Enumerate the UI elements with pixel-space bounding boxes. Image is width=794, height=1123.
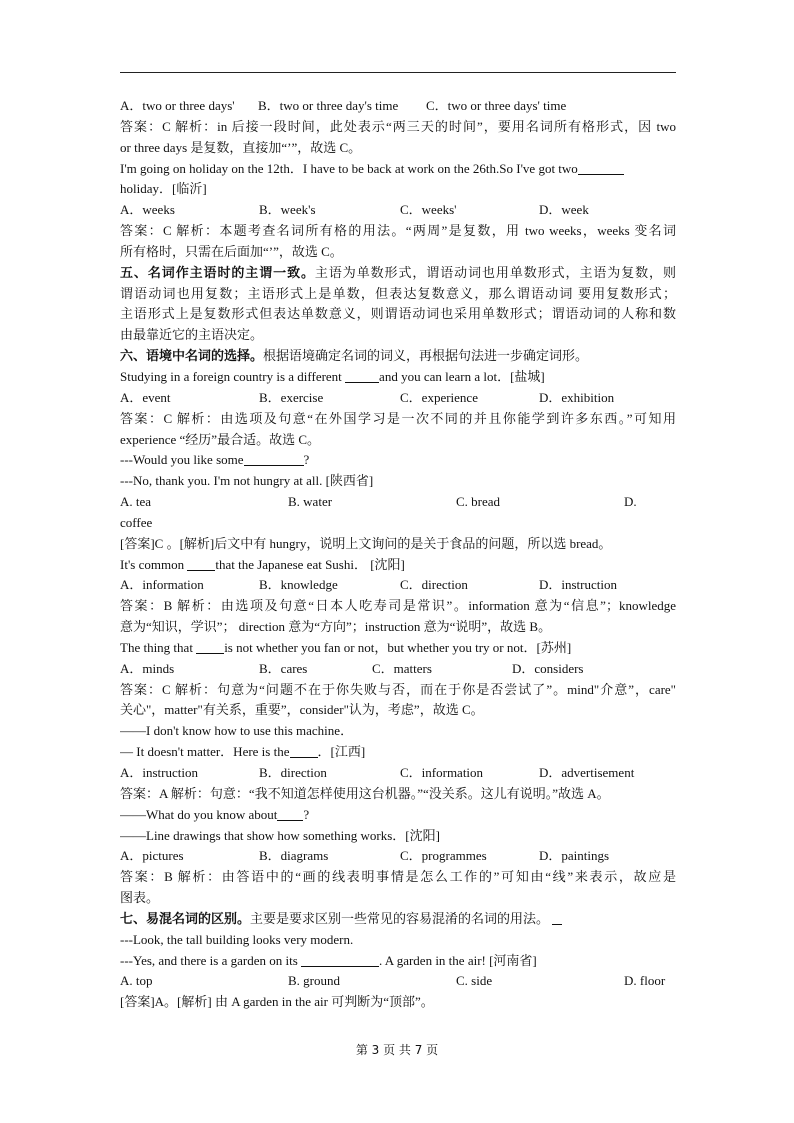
options-row [120,846,676,867]
question-stem: ---No, thank you. I'm not hungry at all. [陕西省] [120,473,374,489]
option-b: B. water [288,494,333,510]
option-d: D．instruction [539,577,617,593]
section-text: 主语形式上是复数形式但表达单数意义，则谓语动词也采用单数形式；谓语动词的人称和数 [120,306,676,322]
answer-blank [244,452,304,466]
answer-line: 图表。 [120,890,160,906]
answer-line: [答案]C 。[解析]后文中有 hungry，说明上文询问的是关于食品的问题，所以选 bread。 [120,535,612,551]
option-b: B．week's [259,202,316,218]
option-d: D．advertisement [539,765,635,780]
option-a: A．event [120,389,171,405]
option-b: B．cares [259,660,308,676]
option-a: A．information [120,577,204,593]
section-text: 谓语动词也用复数；主语形式上是单数，但表达复数意义，那么谓语动词 要用复数形式； [120,285,676,301]
question-stem: ---Yes, and there is a garden on its . A garden in the air! [河南省] [120,952,537,968]
option-d: D．considers [512,660,584,676]
options-row [120,96,676,117]
question-stem: ---Look, the tall building looks very modern. [120,931,354,947]
answer-blank [277,807,303,821]
question-stem: ---Would you like some ? [120,452,310,468]
option-c: C．experience [400,389,478,405]
section-heading: 五、名词作主语时的主谓一致。主语为单数形式，谓语动词也用单数形式，主语为复数，则 [120,264,676,280]
option-a: A．two or three days' [120,98,235,113]
question-stem: It's common that the Japanese eat Sushi． [沈阳] [120,556,405,572]
section-title: 六、语境中名词的选择。 [120,348,264,364]
options-row [120,763,676,784]
option-a: A. top [120,973,153,989]
option-d: D．paintings [539,848,610,864]
answer-line: experience “经历”最合适。故选 C。 [120,431,321,447]
option-b: B．exercise [259,389,324,405]
option-c: C．information [400,765,484,780]
question-stem: I'm going on holiday on the 12th．I have to be back at work on the 26th.So I've got two [120,159,676,180]
answer-line: 所有格时，只需在后面加“’”，故选 C。 [120,243,343,259]
option-d: D．week [539,202,589,218]
answer-line: or three days 是复数，直接加“’”，故选 C。 [120,139,362,155]
answer-blank [552,911,562,925]
option-c: C．weeks' [400,202,457,218]
options-row [120,971,676,992]
answer-line: [答案]A。[解析] 由 A garden in the air 可判断为“顶部”。 [120,994,434,1010]
answer-blank [345,369,379,383]
option-c: C．matters [372,660,432,676]
option-b: B．diagrams [259,848,329,864]
question-stem: ——What do you know about ? [120,806,310,822]
option-c: C．two or three days' time [426,98,567,113]
page-number: 第 3 页 共 7 页 [355,1043,439,1057]
options-row [120,388,676,409]
question-stem: holiday．[临沂] [120,181,207,197]
question-stem: — It doesn't matter．Here is the ．[江西] [120,744,366,760]
option-d: D．exhibition [539,389,615,405]
option-a: A．instruction [120,765,198,780]
option-b: B．knowledge [259,577,338,593]
question-stem: ——I don't know how to use this machine． [120,723,354,739]
answer-blank [196,640,224,654]
section-text: 由最靠近它的主语决定。 [120,327,264,343]
answer-blank [578,161,624,175]
section-title: 七、易混名词的区别。 [120,910,251,926]
page-content [120,96,676,1013]
options-row [120,492,676,513]
option-d: D. [624,494,637,510]
answer-line: 答案：C 解析：由选项及句意“在外国学习是一次不同的并且你能学到许多东西。”可知用 [120,410,676,426]
option-a: A．pictures [120,848,184,864]
option-b: B．direction [259,765,327,780]
options-row [120,200,676,221]
question-stem: The thing that is not whether you fan or not，but whether you try or not．[苏州] [120,639,572,655]
option-a: A. tea [120,494,152,510]
option-continued: coffee [120,514,153,530]
option-b: B. ground [288,973,340,989]
option-d: D. floor [624,973,666,989]
answer-blank [301,953,379,967]
option-c: C. side [456,973,493,989]
answer-line: 答案：C 解析：句意为“问题不在于你失败与否，而在于你是否尝试了”。mind"介意”，care" [120,681,676,697]
answer-line: 答案：C 解析：in 后接一段时间，此处表示“两三天的时间”，要用名词所有格形式，因 two [120,118,676,134]
option-a: A．weeks [120,202,175,218]
option-b: B．two or three day's time [258,98,399,113]
option-c: C．programmes [400,848,487,864]
option-c: C. bread [456,494,501,510]
answer-line: 答案：B 解析：由答语中的“画的线表明事情是怎么工作的”可知由“线”来表示，故应是 [120,869,676,885]
answer-line: 答案：A 解析：句意：“我不知道怎样使用这台机器。”“没关系。这儿有说明。”故选 A。 [120,785,610,801]
options-row [120,575,676,596]
question-stem: ——Line drawings that show how something works．[沈阳] [120,827,440,843]
answer-line: 意为“知识，学识”； direction 意为“方向”；instruction 意为“说明”，故选 B。 [120,619,552,635]
answer-blank [290,744,318,758]
answer-line: 关心"，matter"有关系，重要”，consider"认为，考虑”，故选 C。 [120,702,484,718]
option-a: A．minds [120,660,175,676]
answer-line: 答案：C 解析：本题考查名词所有格的用法。“两周”是复数，用 two weeks，weeks 变名词 [120,223,676,239]
answer-line: 答案：B 解析：由选项及句意“日本人吃寿司是常识”。information 意为“信息”；knowledge [120,598,676,614]
question-stem: Studying in a foreign country is a different and you can learn a lot．[盐城] [120,368,545,384]
section-heading: 七、易混名词的区别。主要是要求区别一些常见的容易混淆的名词的用法。 [120,909,676,930]
options-row [120,659,676,680]
answer-blank [187,557,215,571]
option-c: C．direction [400,577,468,593]
section-heading: 六、语境中名词的选择。根据语境确定名词的词义，再根据句法进一步确定词形。 [120,348,589,364]
header-rule [120,72,676,73]
section-title: 五、名词作主语时的主谓一致。 [120,264,315,280]
